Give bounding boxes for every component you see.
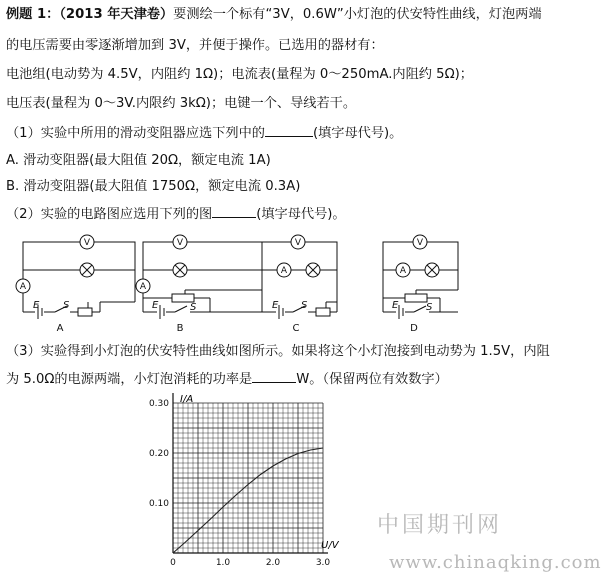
- ammeter-d: A: [399, 266, 407, 276]
- circuit-a: [23, 242, 135, 319]
- q1-prefix: （1）实验中所用的滑动变阻器应选下列中的: [6, 126, 265, 141]
- y-tick-label: 0.10: [148, 499, 169, 509]
- watermark-cn: 中国期刊网: [377, 513, 503, 538]
- x-tick-label: 2.0: [265, 558, 281, 568]
- circuit-label-b: B: [176, 323, 184, 334]
- problem-line-3: 电池组(电动势为 4.5V，内阻约 1Ω)；电流表(量程为 0～250mA.内阻约 5Ω)；: [6, 67, 473, 82]
- q2-prefix: （2）实验的电路图应选用下列的图: [6, 207, 213, 222]
- source-label-a: E: [33, 300, 40, 311]
- q1-suffix: (填字母代号)。: [312, 126, 403, 141]
- source-label-c: E: [272, 300, 279, 311]
- voltmeter-b: V: [176, 238, 184, 248]
- q1-answer-blank[interactable]: [265, 124, 313, 137]
- x-tick-label: 3.0: [315, 558, 331, 568]
- q3-answer-blank[interactable]: [252, 370, 296, 383]
- ammeter-a: A: [19, 282, 27, 292]
- problem-line-2: 的电压需要由零逐渐增加到 3V，并便于操作。已选用的器材有：: [6, 38, 384, 53]
- switch-label-a: S: [63, 300, 70, 311]
- problem-title: 例题 1：（2013 年天津卷）: [6, 7, 174, 22]
- y-tick-label: 0.20: [148, 449, 169, 459]
- ammeter-b: A: [139, 282, 147, 292]
- q3-suffix: W。（保留两位有效数字）: [296, 372, 448, 387]
- question-1: [6, 124, 402, 143]
- iv-curve-chart: [138, 388, 358, 578]
- voltmeter-c: V: [294, 238, 302, 248]
- option-b: B. 滑动变阻器(最大阻值 1750Ω，额定电流 0.3A): [6, 179, 301, 194]
- circuit-a-meters: [16, 235, 94, 293]
- x-tick-label: 0: [170, 558, 176, 568]
- question-3-line-2: [6, 370, 448, 389]
- q3-prefix: 为 5.0Ω的电源两端，小灯泡消耗的功率是: [6, 372, 253, 387]
- problem-line1-text: 要测绘一个标有“3V，0.6W”小灯泡的伏安特性曲线，灯泡两端: [173, 7, 542, 22]
- switch-label-c: S: [301, 300, 308, 311]
- circuit-diagrams: [0, 232, 602, 338]
- grid: [173, 403, 323, 553]
- x-axis-label: U/V: [321, 540, 339, 551]
- switch-label-d: S: [426, 302, 433, 313]
- option-a: A. 滑动变阻器(最大阻值 20Ω，额定电流 1A): [6, 153, 271, 168]
- y-axis-label: I/A: [180, 394, 194, 405]
- watermark-url: www.chinaqking.com: [389, 552, 602, 573]
- circuit-b: [143, 242, 262, 319]
- problem-line-1: [6, 6, 542, 24]
- question-3-line-1: （3）实验得到小灯泡的伏安特性曲线如图所示。如果将这个小灯泡接到电动势为 1.5V，内阻: [6, 344, 550, 359]
- source-label-d: E: [392, 300, 399, 311]
- circuit-label-d: D: [410, 323, 418, 334]
- circuit-label-a: A: [56, 323, 64, 334]
- circuit-label-c: C: [292, 323, 300, 334]
- voltmeter-a: V: [83, 238, 91, 248]
- question-2: [6, 205, 346, 224]
- source-label-b: E: [152, 300, 159, 311]
- problem-line-4: 电压表(量程为 0～3V.内限约 3kΩ)；电键一个、导线若干。: [6, 96, 357, 111]
- q2-suffix: (填字母代号)。: [256, 207, 346, 222]
- q2-answer-blank[interactable]: [212, 205, 256, 218]
- voltmeter-d: V: [416, 238, 424, 248]
- switch-label-b: S: [190, 302, 197, 313]
- ammeter-c: A: [280, 266, 288, 276]
- y-tick-label: 0.30: [148, 399, 169, 409]
- x-tick-label: 1.0: [215, 558, 231, 568]
